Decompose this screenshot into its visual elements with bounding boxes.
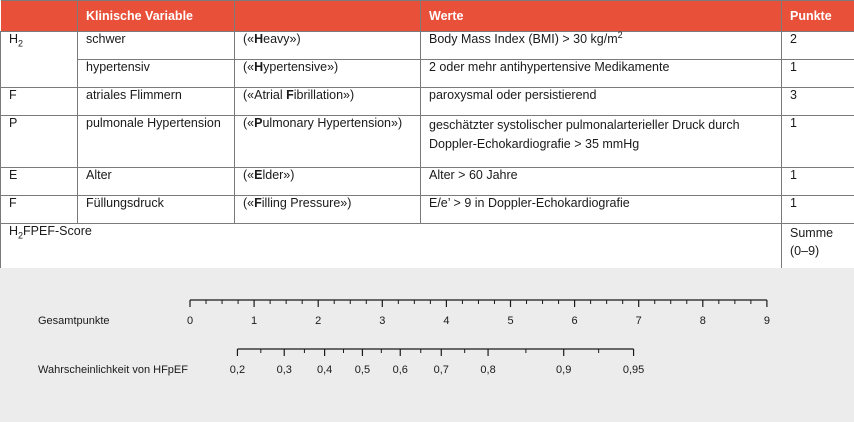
header-punkte: Punkte [782, 1, 854, 32]
wahrscheinlichkeit-tick-label: 0,6 [392, 364, 408, 376]
gesamtpunkte-tick-label: 7 [635, 315, 642, 327]
nomogram-svg [0, 268, 854, 422]
header-werte: Werte [421, 1, 782, 32]
table-header-row [1, 1, 854, 32]
row-variable: Füllungsdruck [78, 196, 235, 224]
wahrscheinlichkeit-label: Wahrscheinlichkeit von HFpEF [38, 364, 188, 376]
gesamtpunkte-tick-label: 2 [315, 315, 322, 327]
row-letter: F [1, 196, 78, 224]
row-term: («Filling Pressure») [235, 196, 421, 224]
gesamtpunkte-tick-label: 1 [251, 315, 258, 327]
row-points: 1 [782, 168, 854, 196]
table-row [1, 32, 854, 60]
header-blank-term [235, 1, 421, 32]
table-row [1, 116, 854, 168]
row-variable: hypertensiv [78, 60, 235, 88]
wahrscheinlichkeit-tick-label: 0,3 [276, 364, 292, 376]
table-row [1, 196, 854, 224]
row-value: E/e’ > 9 in Doppler-Echokardiografie [421, 196, 782, 224]
wahrscheinlichkeit-axis [230, 349, 644, 376]
row-letter: $H_2$ [1, 32, 78, 88]
row-points: 1 [782, 196, 854, 224]
row-variable: atriales Flimmern [78, 88, 235, 116]
nomogram [0, 268, 854, 422]
row-term: («Heavy») [235, 32, 421, 60]
wahrscheinlichkeit-tick-label: 0,95 [622, 364, 645, 376]
table-row [1, 60, 854, 88]
row-points: 2 [782, 32, 854, 60]
gesamtpunkte-label: Gesamtpunkte [38, 315, 110, 327]
gesamtpunkte-tick-label: 6 [571, 315, 578, 327]
row-value: geschätzter systolischer pulmonalarterieller Druck durch Doppler-Echokardiografie > 35 mmHg [421, 116, 782, 168]
row-value: paroxysmal oder persistierend [421, 88, 782, 116]
row-letter: F [1, 88, 78, 116]
row-points: 1 [782, 60, 854, 88]
row-value: Body Mass Index (BMI) > 30 $kg/m^2$ [421, 32, 782, 60]
row-term: («Atrial Fibrillation») [235, 88, 421, 116]
wahrscheinlichkeit-tick-label: 0,7 [433, 364, 449, 376]
header-blank [1, 1, 78, 32]
row-value: Alter > 60 Jahre [421, 168, 782, 196]
row-term: («Pulmonary Hypertension») [235, 116, 421, 168]
wahrscheinlichkeit-tick-label: 0,2 [229, 364, 246, 376]
wahrscheinlichkeit-tick-label: 0,9 [556, 364, 572, 376]
row-points: 1 [782, 116, 854, 168]
row-term: («Hypertensive») [235, 60, 421, 88]
row-variable: pulmonale Hypertension [78, 116, 235, 168]
row-points: 3 [782, 88, 854, 116]
gesamtpunkte-axis [187, 300, 770, 327]
row-letter: P [1, 116, 78, 168]
gesamtpunkte-tick-label: 5 [507, 315, 514, 327]
gesamtpunkte-tick-label: 0 [186, 315, 194, 327]
gesamtpunkte-tick-label: 8 [699, 315, 706, 327]
sum-range: Summe (0–9) [782, 224, 854, 276]
row-value: 2 oder mehr antihypertensive Medikamente [421, 60, 782, 88]
header-klinische-variable: Klinische Variable [78, 1, 235, 32]
table-row [1, 88, 854, 116]
gesamtpunkte-tick-label: 4 [443, 315, 450, 327]
gesamtpunkte-tick-label: 9 [763, 315, 770, 327]
wahrscheinlichkeit-tick-label: 0,4 [316, 364, 333, 376]
table-row [1, 168, 854, 196]
wahrscheinlichkeit-tick-label: 0,5 [354, 364, 371, 376]
row-letter: E [1, 168, 78, 196]
row-variable: Alter [78, 168, 235, 196]
score-title: $H_2FPEF$-Score [1, 224, 782, 276]
row-variable: schwer [78, 32, 235, 60]
gesamtpunkte-tick-label: 3 [379, 315, 386, 327]
wahrscheinlichkeit-tick-label: 0,8 [480, 364, 496, 376]
row-term: («Elder») [235, 168, 421, 196]
